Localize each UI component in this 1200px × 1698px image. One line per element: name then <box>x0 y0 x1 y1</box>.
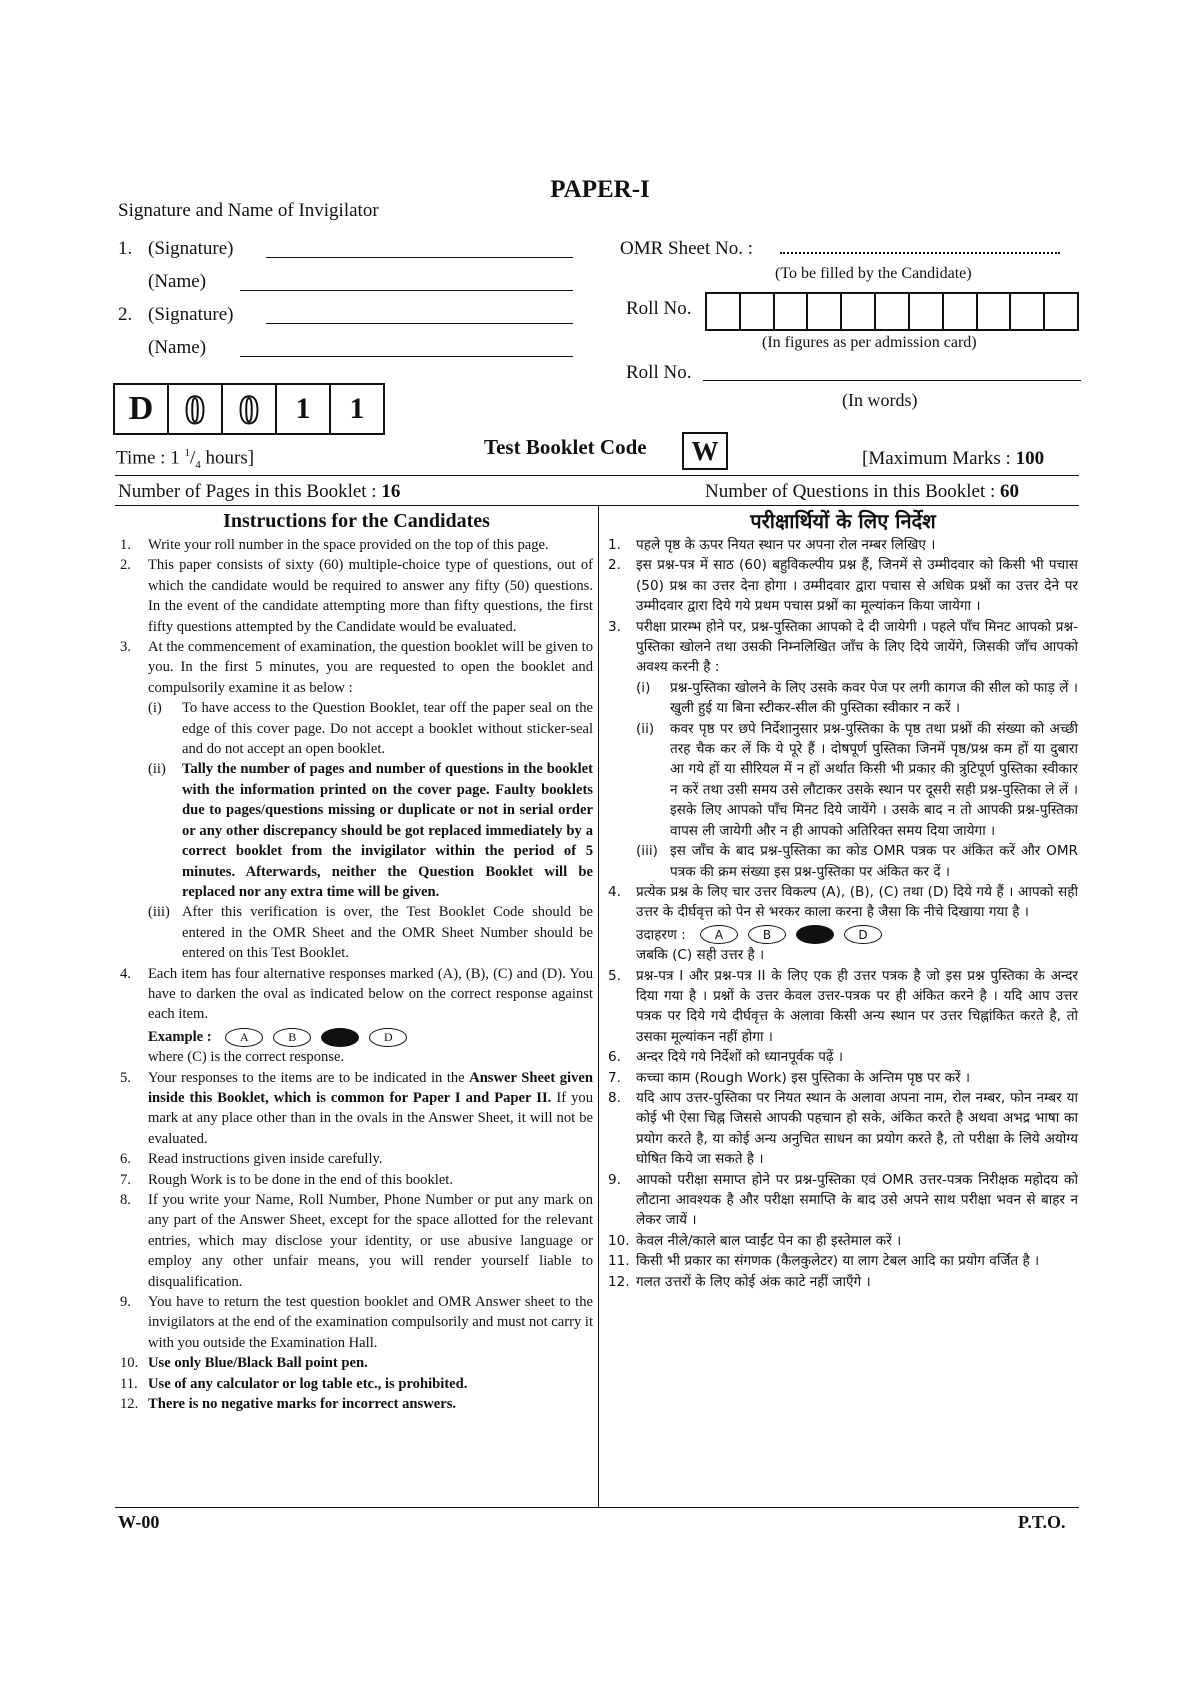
roll-number-words-line[interactable] <box>703 380 1081 381</box>
instructions-heading-hindi: परीक्षार्थियों के लिए निर्देश <box>750 509 936 533</box>
list-item: 4. प्रत्येक प्रश्न के लिए चार उत्तर विकल्प (A), (B), (C) तथा (D) दिये गये हैं । आपको सही उत्तर के दीर्घवृत्त को पेन से भरकर काला करना है जैसा कि नीचे दिखाया गया है । <box>608 883 1078 921</box>
oval-d: D <box>844 925 882 944</box>
time-allowed: Time : 1 $^1/_4$ hours] <box>116 447 255 472</box>
oval-b: B <box>748 925 786 944</box>
list-item: 11. Use of any calculator or log table etc., is prohibited. <box>120 1375 468 1392</box>
list-item: 7. Rough Work is to be done in the end of this booklet. <box>120 1171 453 1188</box>
oval-d: D <box>369 1028 407 1047</box>
test-booklet-code-label: Test Booklet Code <box>484 435 647 459</box>
oval-c-filled <box>321 1028 359 1047</box>
sub-item: (ii) Tally the number of pages and number of questions in the booklet with the information printed on the cover page. Faulty booklets due to pages/questions missing or duplicate or not in serial order or any other discrepancy should be got replaced immediately by a correct booklet from the invigilator within the period of 5 minutes. Afterwards, neither the Question Booklet will be replaced nor any extra time will be given. <box>148 761 593 900</box>
column-divider <box>598 505 599 1508</box>
list-item: 9. आपको परीक्षा समाप्त होने पर प्रश्न-पुस्तिका एवं OMR उत्तर-पत्रक निरीक्षक महोदय को लौटाना आवश्यक है और परीक्षा समाप्ति के बाद उसे अपने साथ परीक्षा भवन से बाहर न लेकर जायें । <box>608 1171 1078 1229</box>
list-item: 1. Write your roll number in the space provided on the top of this page. <box>120 537 549 553</box>
sub-item: (i) To have access to the Question Booklet, tear off the paper seal on the edge of this cover page. Do not accept a booklet without sticker-seal and do not accept an open booklet. <box>148 700 593 758</box>
footer-pto: P.T.O. <box>1018 1512 1066 1532</box>
list-item: 8. यदि आप उत्तर-पुस्तिका पर नियत स्थान के अलावा अपना नाम, रोल नम्बर, फोन नम्बर या कोई भी ऐसा चिह्न जिससे आपकी पहचान हो सके, अंकित करते है अथवा अभद्र भाषा का प्रयोग करते है, या कोई अन्य अनुचित साधन का प्रयोग करते है, तो परीक्षा के लिये अयोग्य घोषित किये जा सकते है । <box>608 1089 1078 1168</box>
pages-count: Number of Pages in this Booklet : 16 <box>118 481 401 502</box>
omr-sheet-field[interactable] <box>780 252 1060 254</box>
code-char: 0 <box>167 383 223 435</box>
sub-item: (iii) इस जाँच के बाद प्रश्न-पुस्तिका का कोड OMR पत्रक पर अंकित करें और OMR पत्रक की क्रम संख्या इस प्रश्न-पुस्तिका पर अंकित कर दें । <box>636 843 1078 880</box>
signature-1-line[interactable] <box>266 257 573 258</box>
questions-count: Number of Questions in this Booklet : 60 <box>705 481 1020 502</box>
list-item: 10. Use only Blue/Black Ball point pen. <box>120 1355 368 1372</box>
list-item: 8. If you write your Name, Roll Number, Phone Number or put any mark on any part of the Answer Sheet, except for the space allotted for the relevant entries, which may disclose your identity, or use abusive language or employ any other unfair means, you will render yourself liable to disqualification. <box>120 1192 593 1290</box>
list-item: 11. किसी भी प्रकार का संगणक (कैलकुलेटर) या लाग टेबल आदि का प्रयोग वर्जित है । <box>608 1253 1040 1270</box>
omr-sheet-label: OMR Sheet No. : <box>620 238 753 259</box>
name-2-line[interactable] <box>240 356 573 357</box>
sub-item: (ii) कवर पृष्ठ पर छपे निर्देशानुसार प्रश्न-पुस्तिका के पृष्ठ तथा प्रश्नों की संख्या को अच्छी तरह चैक कर लें कि ये पूरे हैं । दोषपूर्ण पुस्तिका जिनमें पृष्ठ/प्रश्न कम हों या दुबारा आ गये हों या सीरियल में न हों अर्थात किसी भी प्रकार की त्रुटिपूर्ण पुस्तिका स्वीकार न करें तथा उसी समय उसे लौटाकर उसके स्थान पर दूसरी सही प्रश्न-पुस्तिका ले लें । इसके लिए आपको पाँच मिनट दिये जायेंगे । उसके बाद न तो आपकी प्रश्न-पुस्तिका वापस ली जायेगी और न ही आपको अतिरिक्त समय दिया जायेगा । <box>636 720 1078 839</box>
name-1-line[interactable] <box>240 290 573 291</box>
roll-words-note: (In words) <box>842 390 918 410</box>
list-item: 6. Read instructions given inside carefully. <box>120 1151 383 1168</box>
roll-number-words-label: Roll No. <box>626 362 692 383</box>
code-char: 0 <box>221 383 277 435</box>
list-item: 9. You have to return the test question booklet and OMR Answer sheet to the invigilators at the end of the examination compulsorily and must not carry it with you outside the Examination Hall. <box>120 1294 594 1351</box>
list-item: 12. There is no negative marks for incorrect answers. <box>120 1396 457 1413</box>
example-note-hindi: जबकि (C) सही उत्तर है । <box>636 947 765 964</box>
footer-code: W-00 <box>118 1512 160 1532</box>
code-char: D <box>113 383 169 435</box>
list-item: 7. कच्चा काम (Rough Work) इस पुस्तिका के अन्तिम पृष्ठ पर करें । <box>608 1069 971 1086</box>
oval-c-filled <box>796 925 834 944</box>
list-item: 10. केवल नीले/काले बाल प्वाईंट पेन का ही इस्तेमाल करें । <box>608 1232 902 1249</box>
list-item: 4. Each item has four alternative responses marked (A), (B), (C) and (D). You have to darken the oval as indicated below on the correct response against each item. <box>120 965 593 1023</box>
list-item: 5. Your responses to the items are to be indicated in the Answer Sheet given inside this Booklet, which is common for Paper I and Paper II. If you mark at any place other than in the ovals in the Answer Sheet, it will not be evaluated. <box>120 1069 594 1147</box>
list-item: 2. इस प्रश्न-पत्र में साठ (60) बहुविकल्पीय प्रश्न हैं, जिनमें से उम्मीदवार को किसी भी पचास (50) प्रश्न का उत्तर देना होगा । उम्मीदवार द्वारा पचास से अधिक प्रश्नों का उत्तर देने पर उम्मीदवार द्वारा दिये गये प्रथम पचास प्रश्नों का मूल्यांकन किया जायेगा । <box>608 557 1078 615</box>
example-note: where (C) is the correct response. <box>148 1049 345 1066</box>
instructions-english <box>120 509 593 1414</box>
list-item: 12. गलत उत्तरों के लिए कोई अंक काटे नहीं जाएँगे । <box>608 1273 871 1290</box>
list-item: 6. अन्दर दिये गये निर्देशों को ध्यानपूर्वक पढ़ें । <box>608 1049 844 1066</box>
divider <box>115 1507 1079 1508</box>
list-item: 3. At the commencement of examination, the question booklet will be given to you. In the first 5 minutes, you are requested to open the booklet and compulsorily examine it as below : <box>120 639 593 696</box>
code-char: 1 <box>275 383 331 435</box>
instructions-hindi <box>608 509 1078 1292</box>
example-ovals <box>225 1028 407 1047</box>
signature-row-2: 2. (Signature) <box>118 304 234 325</box>
invigilator-heading: Signature and Name of Invigilator <box>118 200 379 221</box>
roll-number-note: (In figures as per admission card) <box>762 334 977 351</box>
list-item: 1. पहले पृष्ठ के ऊपर नियत स्थान पर अपना रोल नम्बर लिखिए । <box>608 537 936 553</box>
name-row-1: (Name) <box>148 271 207 292</box>
paper-title: PAPER-I <box>550 176 650 203</box>
sub-item: (iii) After this verification is over, the Test Booklet Code should be entered in the OMR Sheet and the OMR Sheet Number should be entered on this Test Booklet. <box>148 904 593 962</box>
oval-b: B <box>273 1028 311 1047</box>
divider <box>115 505 1079 506</box>
sub-item: (i) प्रश्न-पुस्तिका खोलने के लिए उसके कवर पेज पर लगी कागज की सील को फाड़ लें । खुली हुई या बिना स्टीकर-सील की पुस्तिका स्वीकार न करें । <box>636 679 1078 717</box>
list-item: 3. परीक्षा प्रारम्भ होने पर, प्रश्न-पुस्तिका आपको दे दी जायेगी । पहले पाँच मिनट आपको प्रश्न-पुस्तिका खोलने तथा उसकी निम्नलिखित जाँच के लिए दिये जायेंगे, जिसकी जाँच आपको अवश्य करनी है : <box>608 618 1078 676</box>
divider <box>115 475 1079 476</box>
example-row-hindi: उदाहरण : A B D <box>636 925 1078 945</box>
oval-a: A <box>225 1028 263 1047</box>
booklet-serial-code <box>113 383 383 435</box>
signature-2-line[interactable] <box>266 323 573 324</box>
example-ovals-hindi <box>700 925 882 944</box>
example-row: Example : A B D <box>148 1027 593 1047</box>
roll-number-boxes[interactable] <box>705 292 1079 331</box>
list-item: 5. प्रश्न-पत्र I और प्रश्न-पत्र II के लिए एक ही उत्तर पत्रक है जो इस प्रश्न पुस्तिका के अन्दर दिया गया है । प्रश्नों के उत्तर केवल उत्तर-पत्रक पर ही अंकित करने है । यदि आप उत्तर पत्रक पर दिये गये दीर्घवृत्त के अलावा किसी अन्य स्थान पर उत्तर चिह्नांकित करते है, तो उसका मूल्यांकन नहीं होगा । <box>608 967 1078 1045</box>
instructions-heading: Instructions for the Candidates <box>223 510 490 532</box>
roll-number-label: Roll No. <box>626 298 692 319</box>
oval-a: A <box>700 925 738 944</box>
omr-note: (To be filled by the Candidate) <box>775 265 972 282</box>
test-booklet-code-value: W <box>682 432 728 470</box>
maximum-marks: [Maximum Marks : 100 <box>862 448 1045 469</box>
name-row-2: (Name) <box>148 337 207 358</box>
code-char: 1 <box>329 383 385 435</box>
signature-row-1: 1. (Signature) <box>118 238 234 259</box>
list-item: 2. This paper consists of sixty (60) multiple-choice type of questions, out of which the candidate would be required to answer any fifty (50) questions. In the event of the candidate attempting more than fifty questions, the first fifty questions attempted by the Candidate would be evaluated. <box>120 557 593 635</box>
